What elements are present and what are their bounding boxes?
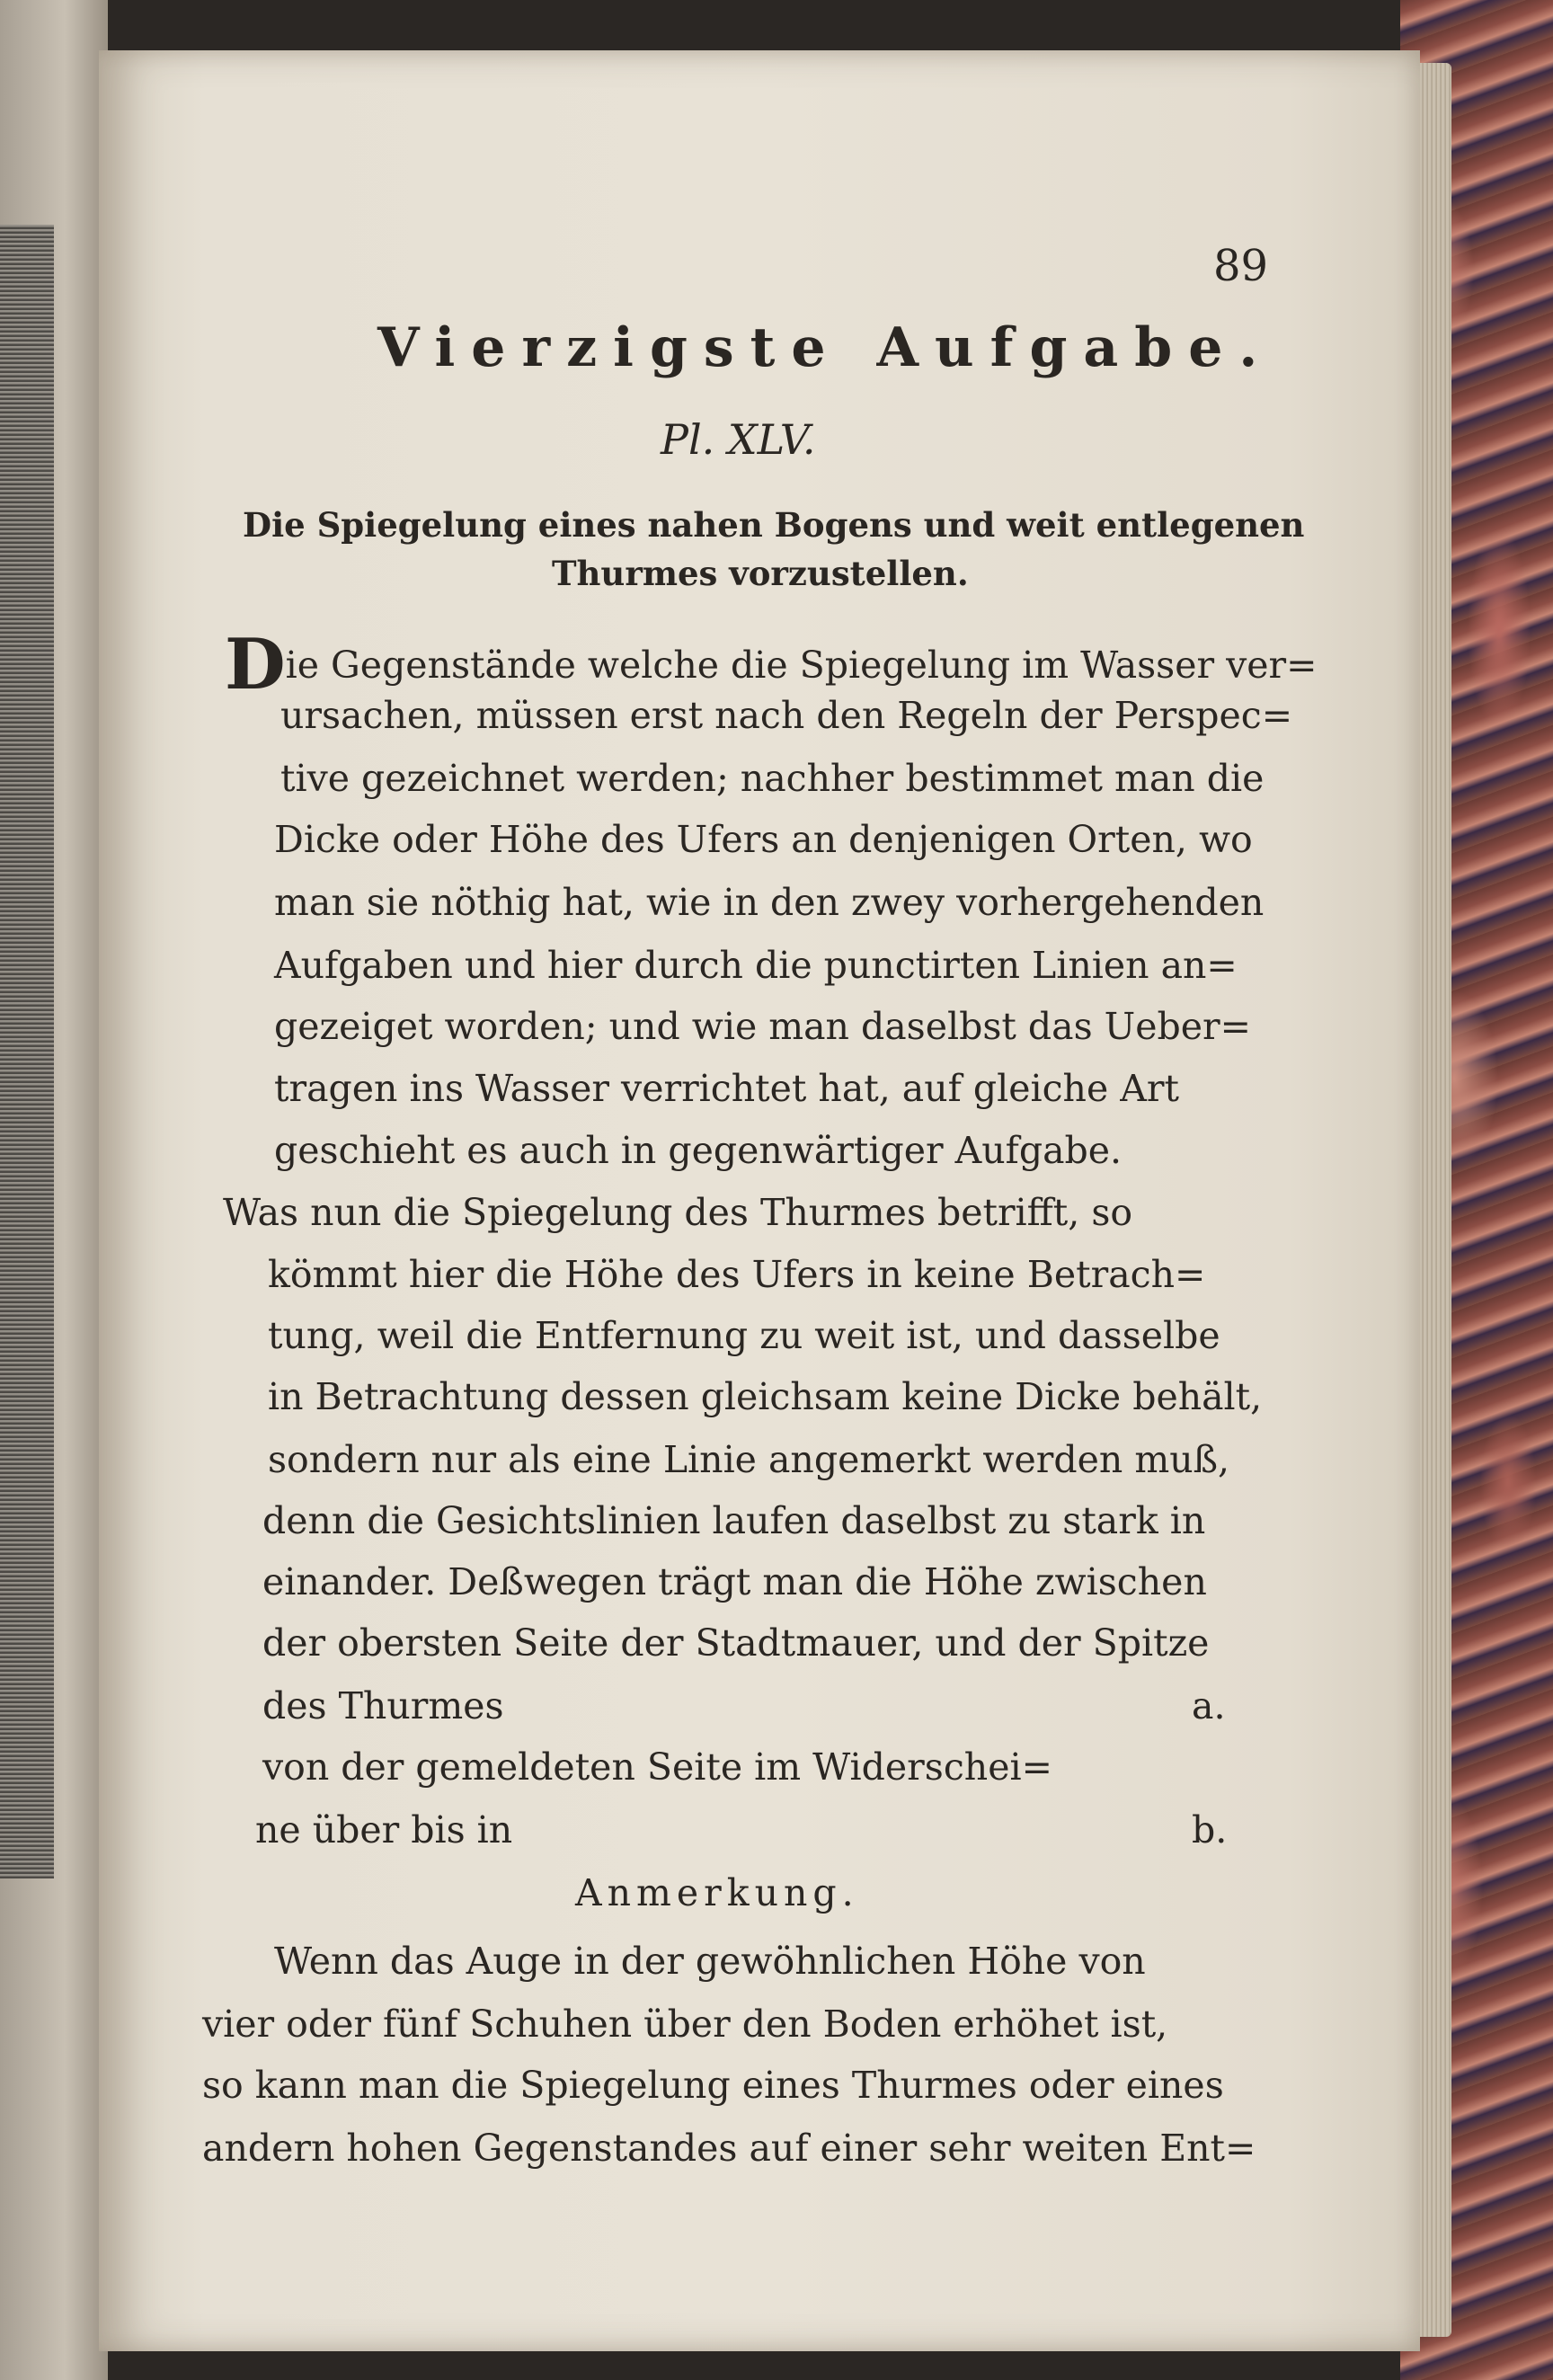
subtitle-line: Thurmes vorzustellen. [552, 554, 969, 593]
body-line: tung, weil die Entfernung zu weit ist, und dasselbe [268, 1314, 1220, 1357]
body-line: denn die Gesichtslinien laufen daselbst zu stark in [262, 1499, 1206, 1542]
body-line: sondern nur als eine Linie angemerkt werden muß, [268, 1438, 1230, 1481]
drop-cap: D [225, 624, 286, 706]
body-line: des Thurmes [262, 1684, 504, 1727]
body-line: der obersten Seite der Stadtmauer, und der Spitze [262, 1621, 1210, 1665]
figure-mark-a: a. [1192, 1684, 1226, 1727]
body-line: von der gemeldeten Seite im Widerschei= [262, 1745, 1052, 1789]
left-page-edge [0, 0, 108, 2380]
body-line: einander. Deßwegen trägt man die Höhe zwischen [262, 1560, 1207, 1603]
plate-reference: Pl. XLV. [661, 415, 816, 464]
body-line: ne über bis in [255, 1808, 513, 1852]
figure-mark-b: b. [1192, 1808, 1228, 1852]
note-line: so kann man die Spiegelung eines Thurmes oder eines [202, 2064, 1224, 2107]
body-line: geschieht es auch in gegenwärtiger Aufgabe. [274, 1129, 1123, 1172]
body-line: tive gezeichnet werden; nachher bestimmet man die [280, 757, 1265, 800]
body-line: Dicke oder Höhe des Ufers an denjenigen Orten, wo [274, 818, 1253, 861]
body-line: Aufgaben und hier durch die punctirten Linien an= [274, 944, 1238, 987]
note-line: Wenn das Auge in der gewöhnlichen Höhe von [274, 1940, 1146, 1983]
body-line: kömmt hier die Höhe des Ufers in keine Betrach= [268, 1253, 1206, 1296]
page-stack-edge [1415, 63, 1451, 2337]
body-line: Was nun die Spiegelung des Thurmes betrifft, so [223, 1191, 1133, 1234]
body-line-text: ie Gegenstände welche die Spiegelung im Wasser ver= [285, 644, 1318, 687]
problem-heading: Vierzigste Aufgabe. [377, 316, 1274, 379]
engraving-plate-edge [0, 225, 54, 1878]
body-line: tragen ins Wasser verrichtet hat, auf gleiche Art [274, 1067, 1179, 1110]
note-line: andern hohen Gegenstandes auf einer sehr weiten Ent= [202, 2127, 1256, 2170]
body-line: gezeiget worden; und wie man daselbst das Ueber= [274, 1005, 1251, 1048]
subtitle-line: Die Spiegelung eines nahen Bogens und weit entlegenen [243, 505, 1305, 545]
note-line: vier oder fünf Schuhen über den Boden erhöhet ist, [202, 2003, 1168, 2046]
note-heading: Anmerkung. [575, 1871, 859, 1914]
page-number: 89 [1213, 241, 1269, 291]
body-line: ursachen, müssen erst nach den Regeln der Perspec= [280, 694, 1293, 737]
body-line: man sie nöthig hat, wie in den zwey vorhergehenden [274, 881, 1265, 924]
body-line: in Betrachtung dessen gleichsam keine Dicke behält, [268, 1375, 1263, 1418]
